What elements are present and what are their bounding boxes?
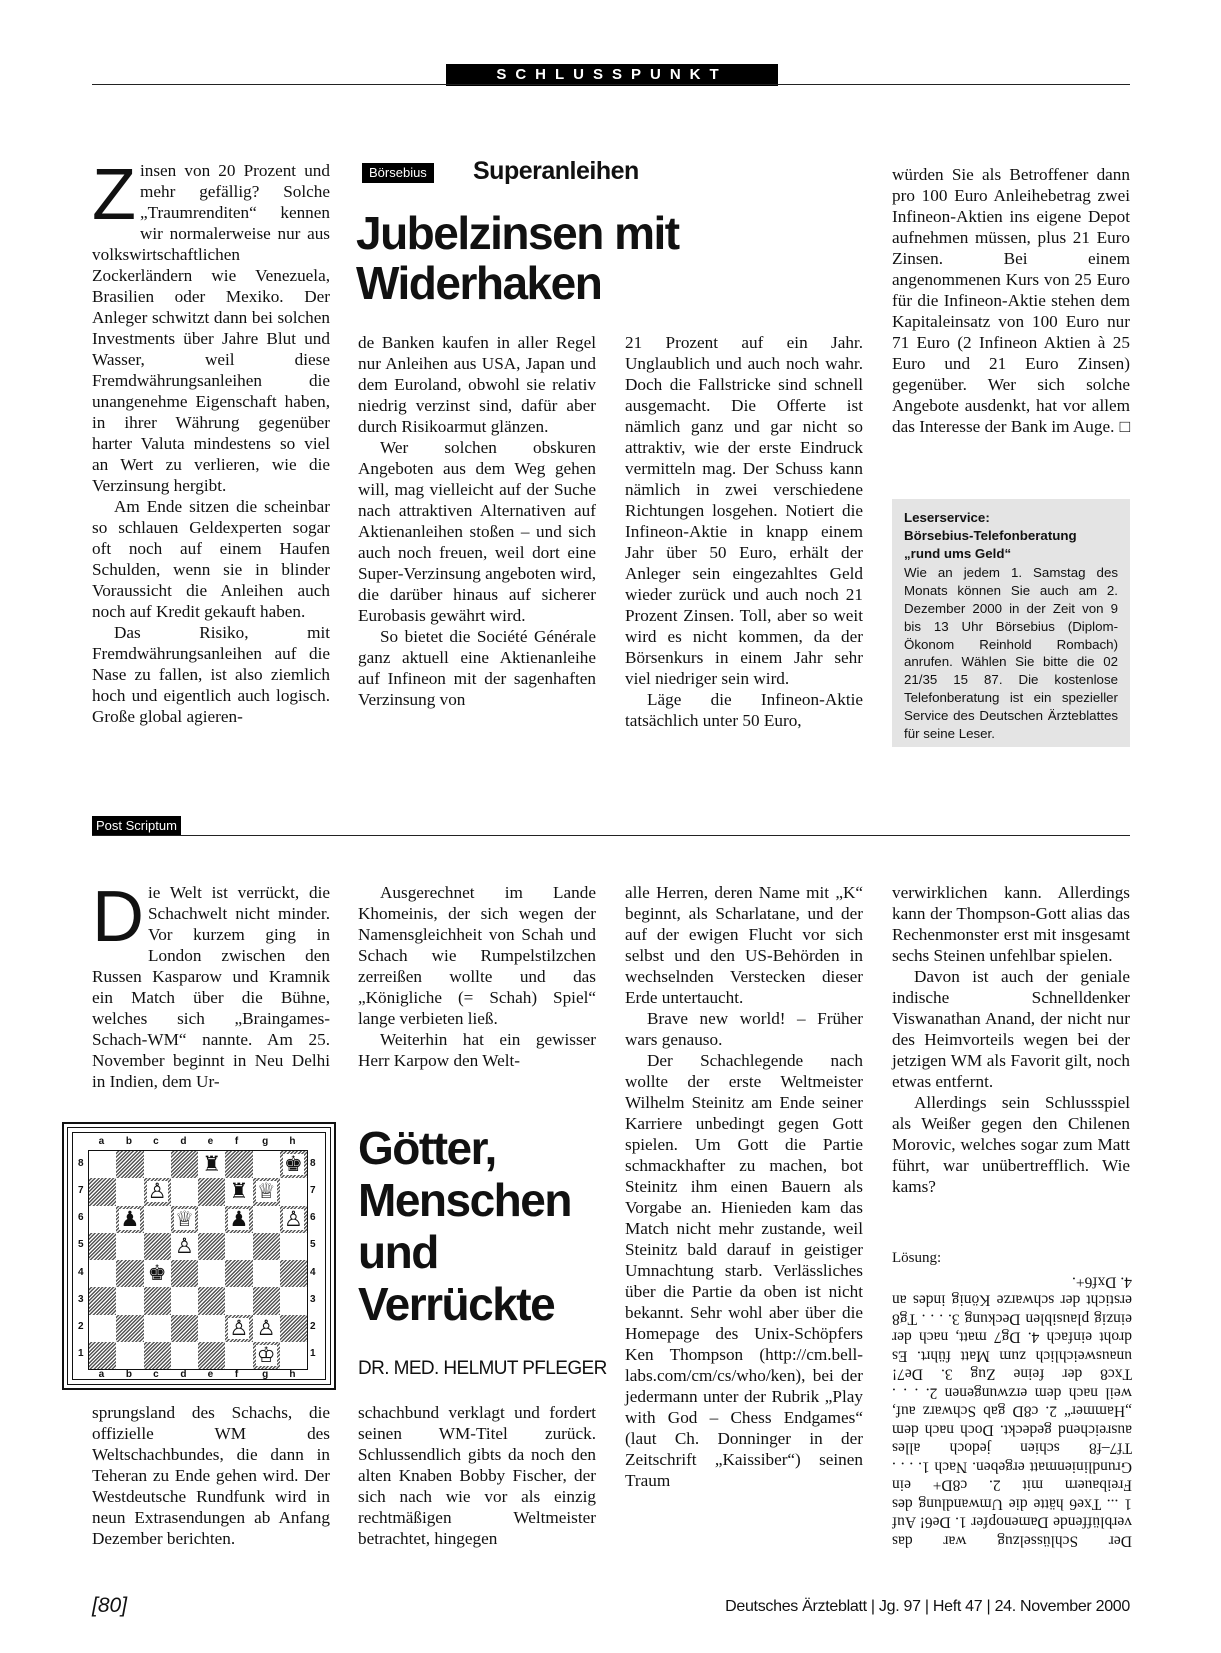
article2-col3 <box>625 882 863 1491</box>
square-a4 <box>89 1260 116 1287</box>
square-g2 <box>253 1315 280 1342</box>
chessboard <box>88 1150 308 1370</box>
paragraph <box>892 164 1130 437</box>
volume: Jg. 97 <box>878 1598 921 1615</box>
headline-line: Menschen <box>358 1174 571 1226</box>
file-label: d <box>180 1136 187 1147</box>
rank-label: 7 <box>310 1184 316 1196</box>
square-h5 <box>280 1233 307 1260</box>
square-f2 <box>225 1315 252 1342</box>
separator: | <box>870 1598 875 1615</box>
square-g7 <box>253 1178 280 1205</box>
file-label: f <box>234 1136 239 1147</box>
rank-label: 4 <box>78 1266 84 1278</box>
square-e6 <box>198 1206 225 1233</box>
square-a6 <box>89 1206 116 1233</box>
paragraph: ie Welt ist verrückt, die Schachwelt nicht minder. Vor kurzem ging in London zwischen den Russen Kasparow und Kramnik ein Match über die Bühne, welches sich „Braingames-Schach-WM“ nannte. Am 25. November beginnt in Neu Delhi in Indien, dem Ur- <box>92 883 330 1091</box>
square-a1 <box>89 1342 116 1369</box>
square-g1 <box>253 1342 280 1369</box>
headline-line: Verrückte <box>358 1278 555 1330</box>
file-label: h <box>289 1136 296 1147</box>
square-d5 <box>171 1233 198 1260</box>
square-a7 <box>89 1178 116 1205</box>
rank-label: 1 <box>310 1348 316 1360</box>
square-h8 <box>280 1151 307 1178</box>
square-b3 <box>116 1287 143 1314</box>
chess-piece: ♜ <box>202 1152 222 1177</box>
square-e8 <box>198 1151 225 1178</box>
article1-col2 <box>358 332 596 710</box>
square-d8 <box>171 1151 198 1178</box>
square-f8 <box>225 1151 252 1178</box>
square-c1 <box>144 1342 171 1369</box>
chess-piece: ♕ <box>256 1179 276 1204</box>
paragraph: Das Risiko, mit Fremdwährungsanleihen auf die Nase zu fallen, ist also ziemlich hoch und eigentlich auch logisch. Große global agieren- <box>92 623 330 726</box>
box-title: Leserservice: <box>904 510 990 525</box>
paragraph: insen von 20 Prozent und mehr gefällig? Solche „Traumrenditen“ kennen wir normalerweise nur aus volkswirtschaftlichen Zockerländern wie Venezuela, Brasilien oder Mexiko. Der Anleger schwitzt dann bei solchen Investments über Jahre Blut und Wasser, weil diese Fremdwährungsanleihen die unangenehme Eigenschaft haben, in ihrer Währung gegenüber harter Valuta mindestens so viel an Wert zu verlieren, wie die Verzinsung hergibt. <box>92 161 330 495</box>
file-label: e <box>207 1369 214 1380</box>
file-label: d <box>180 1369 187 1380</box>
file-label: h <box>289 1369 296 1380</box>
headline <box>356 208 679 308</box>
chess-piece: ♟ <box>229 1206 249 1231</box>
article2-col1-top <box>92 877 330 1092</box>
author: DR. MED. HELMUT PFLEGER <box>358 1358 607 1379</box>
square-c5 <box>144 1233 171 1260</box>
col4-text: würden Sie als Betroffener dann pro 100 Euro Anleihebetrag zwei Infineon-Aktien ins eigene Depot aufnehmen müssen, plus 21 Euro Zinsen. Bei einem angenommenen Kurs von 25 Euro für die Infineon-Aktie stehen dem Kapitaleinsatz von 100 Euro nur 71 Euro (2 Infineon Aktien à 25 Euro und 21 Euro Zinsen) gegenüber. Wer sich solche Angebote ausdenkt, hat vor allem das Interesse der Bank im Auge. <box>892 165 1130 436</box>
square-c7 <box>144 1178 171 1205</box>
kicker: Börsebius <box>362 163 434 183</box>
square-e5 <box>198 1233 225 1260</box>
rank-label: 4 <box>310 1266 316 1278</box>
rank-label: 1 <box>78 1348 84 1360</box>
solution-text: Der Schlüsselzug war das verblüffende Damenopfer 1. De6! Auf 1 ... Txe6 hätte die Umwandlung des Freibauern mit 2. c8D+ ein Grundlinienmatt ergeben. Nach 1. . . . Tf7–f8 schien jedoch alles ausreichend gedeckt. Doch nach dem „Hammer“ 2. c8D gab Schwarz auf, weil nach dem erzwungenen 2. . . . Txc8 der feine Zug 3. De7! unausweichlich zum Matt führt. Es droht einfach 4. Dg7 matt, nach der einzig plausiblen Deckung 3. . . . Tg8 ersticht der schwarze König indes an 4. Dxf6+. <box>892 1273 1132 1550</box>
chess-piece: ♕ <box>174 1206 194 1231</box>
footer-citation <box>725 1598 1130 1616</box>
square-e2 <box>198 1315 225 1342</box>
solution-label: Lösung: <box>892 1250 942 1266</box>
paragraph: verwirklichen kann. Allerdings kann der Thompson-Gott alias das Rechenmonster erst mit insgesamt sechs Steinen unfehlbar spielen. <box>892 883 1130 965</box>
square-b2 <box>116 1315 143 1342</box>
ps-rule <box>92 835 1130 836</box>
square-b1 <box>116 1342 143 1369</box>
article2-col4 <box>892 882 1130 1197</box>
paragraph: Am Ende sitzen die scheinbar so schlauen Geldexperten sogar oft noch auf einem Haufen Schulden, wenn sie in blinder Voraussicht die Anleihen auch noch auf Kredit gekauft haben. <box>92 497 330 621</box>
paragraph: Allerdings sein Schlussspiel als Weißer gegen den Chilenen Morovic, welches sogar zum Matt führt, war unübertrefflich. Wie kams? <box>892 1093 1130 1196</box>
headline-line: Jubelzinsen mit <box>356 207 679 259</box>
file-label: g <box>262 1369 269 1380</box>
chess-piece: ♙ <box>229 1315 249 1340</box>
journal-name: Deutsches Ärzteblatt <box>725 1598 867 1615</box>
headline-line: Widerhaken <box>356 257 602 309</box>
page-number: [80] <box>92 1594 128 1617</box>
square-a5 <box>89 1233 116 1260</box>
leserservice-box <box>892 499 1130 747</box>
chess-piece: ♚ <box>283 1152 303 1177</box>
square-c3 <box>144 1287 171 1314</box>
file-label: f <box>234 1369 239 1380</box>
square-f1 <box>225 1342 252 1369</box>
date: 24. November 2000 <box>994 1598 1130 1615</box>
square-g3 <box>253 1287 280 1314</box>
square-g4 <box>253 1260 280 1287</box>
square-h4 <box>280 1260 307 1287</box>
square-c4 <box>144 1260 171 1287</box>
chess-piece: ♙ <box>283 1206 303 1231</box>
article1-col3 <box>625 332 863 731</box>
square-h1 <box>280 1342 307 1369</box>
paragraph: Davon ist auch der geniale indische Schnelldenker Viswanathan Anand, der nicht nur des Heimvorteils wegen bei der jetzigen WM als Favorit gilt, noch etwas entfernt. <box>892 967 1130 1091</box>
rank-label: 2 <box>78 1321 84 1333</box>
square-c6 <box>144 1206 171 1233</box>
paragraph: schachbund verklagt und fordert seinen WM-Titel zurück. Schlussendlich gibts da noch den alten Knaben Bobby Fischer, der sich nach wie vor als einzig rechtmäßigen Weltmeister betrachtet, hingegen <box>358 1403 596 1548</box>
square-b8 <box>116 1151 143 1178</box>
paragraph: alle Herren, deren Name mit „K“ beginnt, als Scharlatane, und der auf der ewigen Flucht vor sich selbst und den US-Behörden in wechselnden Verstecken dieser Erde untertaucht. <box>625 883 863 1007</box>
square-a2 <box>89 1315 116 1342</box>
square-d4 <box>171 1260 198 1287</box>
chess-piece: ♔ <box>256 1342 276 1367</box>
headline <box>358 1122 571 1330</box>
ps-tag: Post Scriptum <box>92 816 181 835</box>
article1-col4 <box>892 164 1130 437</box>
file-label: a <box>98 1369 105 1380</box>
end-mark: □ <box>1119 417 1130 436</box>
header-rule <box>92 84 1130 85</box>
square-f5 <box>225 1233 252 1260</box>
rank-label: 5 <box>78 1239 84 1251</box>
article2-col2-bottom <box>358 1402 596 1549</box>
chess-piece: ♙ <box>147 1179 167 1204</box>
dropcap: D <box>92 877 144 957</box>
square-e1 <box>198 1342 225 1369</box>
square-e4 <box>198 1260 225 1287</box>
chess-piece: ♟ <box>120 1206 140 1231</box>
paragraph: Der Schachlegende nach wollte der erste Weltmeister Wilhelm Steinitz am Ende seiner Karriere unbedingt gegen Gott spielen. Um Gott die Partie schmackhafter zu machen, bot Steinitz ihm einen Bauern als Vorgabe an. Hienieden kam das Match nicht mehr zustande, weil Steinitz bald darauf in geistiger Umnachtung starb. Verlässliches über die Partie da oben ist nicht bekannt. Sehr wohl aber über die Homepage des Unix-Schöpfers Ken Thompson (http://cm.bell-labs.com/cm/cs/who/ken), bei der jedermann unter der Rubrik „Play with God – Chess Endgames“ (laut Ch. Donninger in der Zeitschrift „Kaissiber“) seinen Traum <box>625 1051 863 1490</box>
square-c8 <box>144 1151 171 1178</box>
rank-label: 6 <box>310 1212 316 1224</box>
paragraph: 21 Prozent auf ein Jahr. Unglaublich und auch noch wahr. Doch die Fallstricke sind schnell ausgemacht. Die Offerte ist nämlich ganz und gar nicht so attraktiv, wie der erste Eindruck vermitteln mag. Der Schuss kann nämlich in zwei verschiedene Richtungen losgehen. Notiert die Infineon-Aktie in knapp einem Jahr über 50 Euro, erhält der Anleger sein eingezahltes Geld wieder zurück und auch noch 21 Prozent Zinsen. Toll, aber so weit wird es nicht kommen, da der Börsenkurs in einem Jahr sehr viel niedriger sein wird. <box>625 333 863 688</box>
dropcap: Z <box>92 155 136 235</box>
file-label: c <box>153 1136 159 1147</box>
rank-label: 6 <box>78 1212 84 1224</box>
section-header: SCHLUSSPUNKT <box>446 64 778 86</box>
square-d1 <box>171 1342 198 1369</box>
separator: | <box>924 1598 929 1615</box>
paragraph: Ausgerechnet im Lande Khomeinis, der sich wegen der Namensgleichheit von Schah und Schach wie Rumpelstilzchen zerreißen wollte und das „Königliche (= Schah) Spiel“ lange verbieten ließ. <box>358 883 596 1028</box>
square-d2 <box>171 1315 198 1342</box>
rank-label: 7 <box>78 1184 84 1196</box>
paragraph: sprungsland des Schachs, die offizielle WM des Weltschachbundes, die dann in Teheran zu Ende gehen wird. Der Westdeutsche Rundfunk wird in neun Extrasendungen ab Anfang Dezember berichten. <box>92 1403 330 1548</box>
subhead: Superanleihen <box>473 157 639 185</box>
rank-label: 3 <box>78 1293 84 1305</box>
chess-piece: ♚ <box>147 1261 167 1286</box>
rank-label: 8 <box>310 1157 316 1169</box>
paragraph: Wer solchen obskuren Angeboten aus dem Weg gehen will, mag vielleicht auf der Suche nach attraktiven Alternativen auf Aktienanleihen stoßen – und sich auch noch freuen, weil dort eine Super-Verzinsung angeboten wird, die darüber hinaus auf sicherer Eurobasis gewährt wird. <box>358 438 596 625</box>
square-h7 <box>280 1178 307 1205</box>
square-d6 <box>171 1206 198 1233</box>
file-label: g <box>262 1136 269 1147</box>
paragraph: de Banken kaufen in aller Regel nur Anleihen aus USA, Japan und dem Euroland, obwohl sie relativ niedrig verzinst sind, dafür aber durch Risikoarmut glänzen. <box>358 333 596 436</box>
file-label: e <box>207 1136 214 1147</box>
rank-label: 3 <box>310 1293 316 1305</box>
box-body: Wie an jedem 1. Samstag des Monats können Sie auch am 2. Dezember 2000 in der Zeit von 9 bis 13 Uhr Börsebius (Diplom-Ökonom Reinhold Rombach) anrufen. Wählen Sie bitte die 02 21/35 15 87. Die kostenlose Telefonberatung ist ein spezieller Service des Deutschen Ärzteblattes für seine Leser. <box>904 565 1118 741</box>
issue: Heft 47 <box>932 1598 983 1615</box>
square-d7 <box>171 1178 198 1205</box>
rank-label: 2 <box>310 1321 316 1333</box>
file-label: a <box>98 1136 105 1147</box>
rank-label: 8 <box>78 1157 84 1169</box>
headline-line: und <box>358 1226 438 1278</box>
square-e3 <box>198 1287 225 1314</box>
square-h6 <box>280 1206 307 1233</box>
paragraph: Brave new world! – Früher wars genauso. <box>625 1009 863 1049</box>
separator: | <box>986 1598 991 1615</box>
square-f4 <box>225 1260 252 1287</box>
chess-piece: ♙ <box>256 1315 276 1340</box>
square-g8 <box>253 1151 280 1178</box>
article2-col2-top <box>358 882 596 1071</box>
paragraph: So bietet die Société Générale ganz aktuell eine Aktienanleihe auf Infineon mit der sagenhaften Verzinsung von <box>358 627 596 709</box>
article2-col1-bottom <box>92 1402 330 1549</box>
file-label: b <box>125 1136 132 1147</box>
headline-line: Götter, <box>358 1122 496 1174</box>
file-label: c <box>153 1369 159 1380</box>
chess-piece: ♙ <box>174 1233 194 1258</box>
square-h3 <box>280 1287 307 1314</box>
square-h2 <box>280 1315 307 1342</box>
paragraph: Weiterhin hat ein gewisser Herr Karpow den Welt- <box>358 1030 596 1070</box>
square-a3 <box>89 1287 116 1314</box>
square-b6 <box>116 1206 143 1233</box>
square-g6 <box>253 1206 280 1233</box>
box-title: Börsebius-Telefonberatung <box>904 527 1077 543</box>
rank-label: 5 <box>310 1239 316 1251</box>
square-b5 <box>116 1233 143 1260</box>
chess-piece: ♜ <box>229 1179 249 1204</box>
square-g5 <box>253 1233 280 1260</box>
article1-col1 <box>92 155 330 727</box>
square-f6 <box>225 1206 252 1233</box>
square-e7 <box>198 1178 225 1205</box>
box-title: „rund ums Geld“ <box>904 545 1012 561</box>
square-d3 <box>171 1287 198 1314</box>
square-f3 <box>225 1287 252 1314</box>
square-a8 <box>89 1151 116 1178</box>
square-b7 <box>116 1178 143 1205</box>
square-f7 <box>225 1178 252 1205</box>
paragraph: Läge die Infineon-Aktie tatsächlich unter 50 Euro, <box>625 690 863 730</box>
square-b4 <box>116 1260 143 1287</box>
file-label: b <box>125 1369 132 1380</box>
square-c2 <box>144 1315 171 1342</box>
